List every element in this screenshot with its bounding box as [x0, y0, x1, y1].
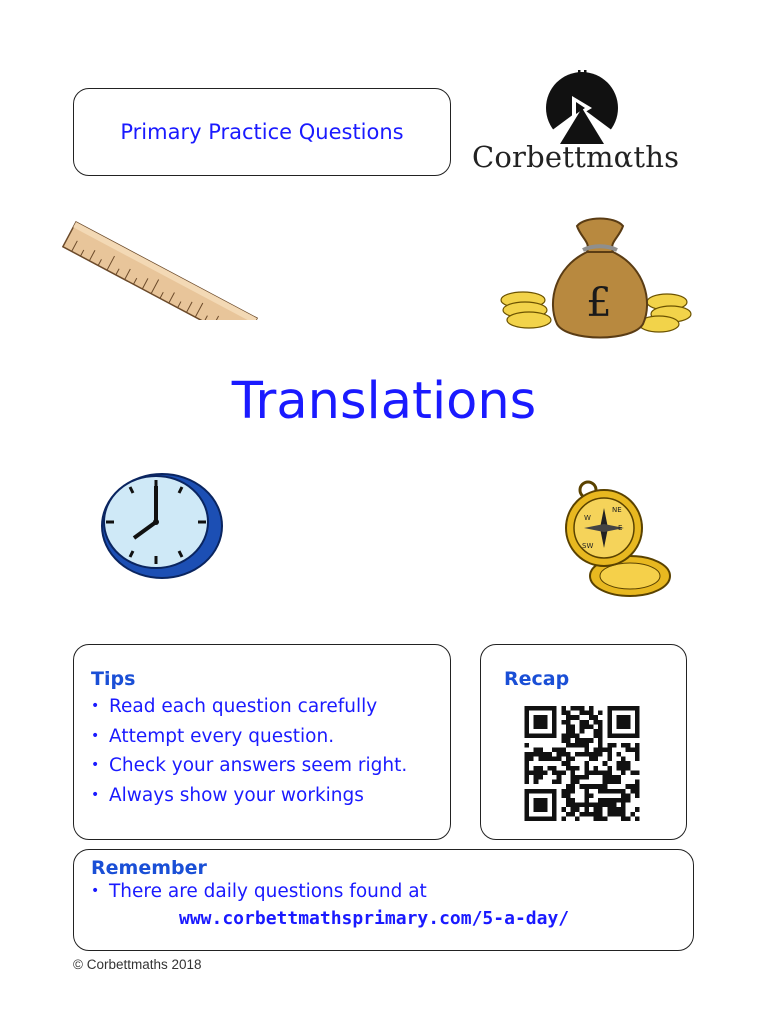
bullet-icon: • [91, 727, 100, 744]
remember-heading: Remember [91, 857, 207, 879]
money-bag-icon [495, 212, 695, 344]
compass-icon [560, 478, 675, 603]
list-item [91, 692, 450, 722]
bullet-icon: • [91, 757, 100, 773]
bullet-icon: • [91, 883, 100, 899]
copyright-text: © Corbettmaths 2018 [73, 957, 202, 972]
clock-icon [92, 468, 226, 580]
list-item [91, 722, 450, 752]
tips-list [91, 692, 450, 810]
ruler-icon [62, 200, 262, 320]
svg-text:W: W [584, 514, 591, 522]
remember-line-text: There are daily questions found at [109, 881, 427, 902]
five-a-day-link[interactable]: www.corbettmathsprimary.com/5-a-day/ [179, 908, 570, 929]
tips-box [73, 644, 451, 840]
tips-heading: Tips [91, 668, 136, 690]
qr-code-icon[interactable] [523, 706, 641, 821]
svg-text:SW: SW [582, 542, 594, 550]
list-item [91, 751, 450, 781]
svg-text:NE: NE [612, 506, 622, 514]
tip-text: Attempt every question. [109, 725, 335, 747]
recap-heading: Recap [504, 668, 570, 690]
tip-text: Read each question carefully [109, 696, 378, 717]
logo-text: Corbettmαths [472, 140, 680, 174]
bullet-icon: • [91, 698, 100, 714]
list-item [91, 781, 450, 811]
svg-text:£: £ [586, 280, 612, 326]
svg-text:E: E [618, 524, 623, 532]
remember-text [91, 881, 693, 902]
tip-text: Always show your workings [109, 784, 364, 806]
page-title: Translations [231, 372, 537, 431]
bullet-icon: • [91, 786, 100, 803]
remember-box [73, 849, 694, 951]
tip-text: Check your answers seem right. [109, 755, 408, 776]
header-title: Primary Practice Questions [120, 120, 404, 144]
header-box [73, 88, 451, 176]
